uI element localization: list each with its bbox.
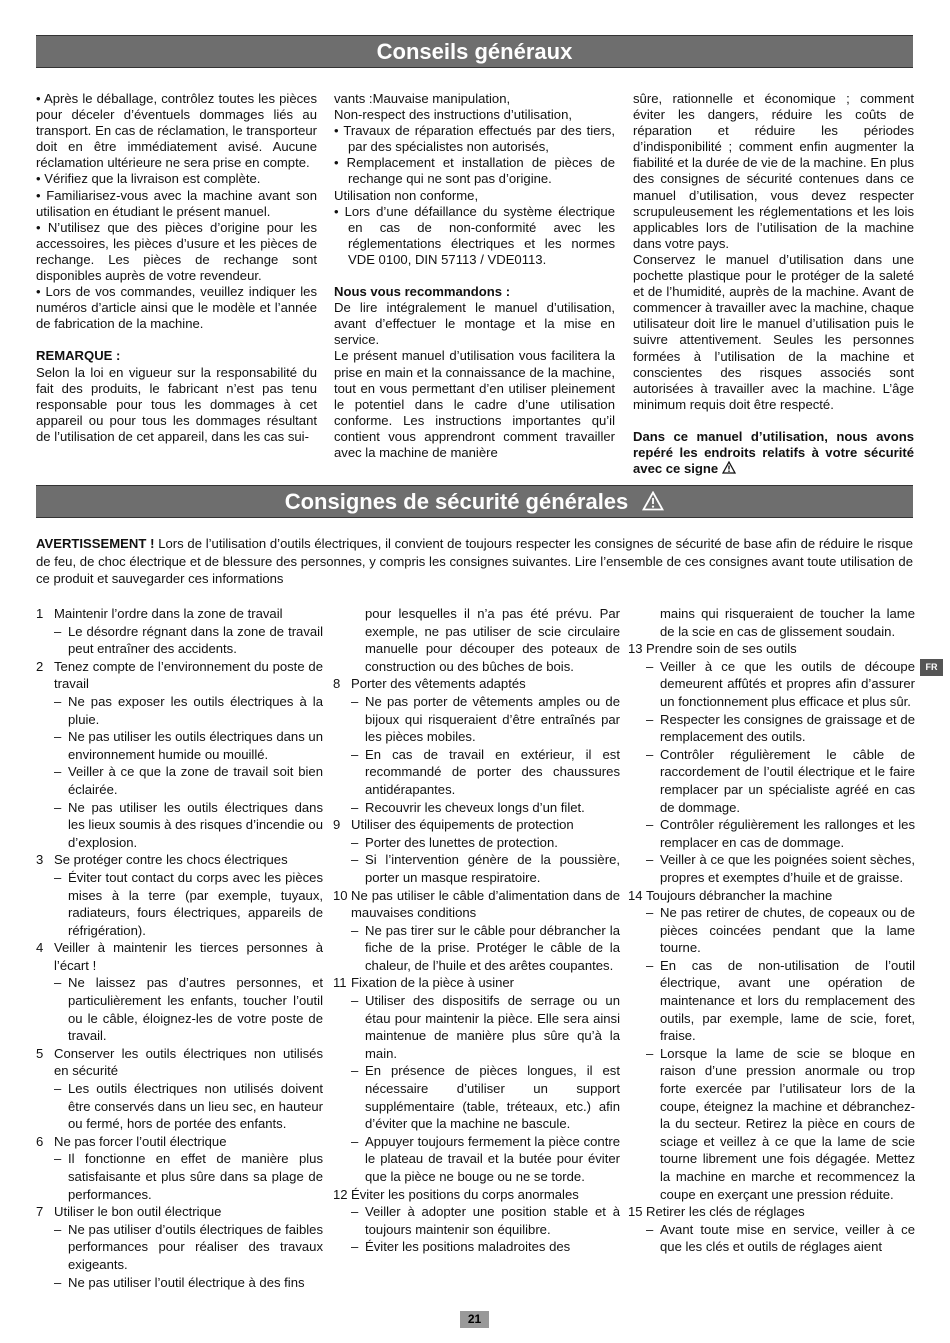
list-item [333, 1186, 620, 1204]
sub-item [36, 974, 323, 1044]
column-3 [633, 91, 914, 477]
dash-marker: – [646, 658, 654, 674]
sub-item-text: Éviter tout contact du corps avec les pièces mises à la terre (par exemple, tuyaux, radiateurs, fours électriques, appareils de réfrigération). [68, 869, 323, 938]
sub-item-text: Contrôler régulièrement les rallonges et les remplacer en cas de dommage. [660, 817, 915, 850]
dash-marker: – [351, 1204, 359, 1220]
item-title: Tenez compte de l’environnement du poste de travail [54, 658, 323, 692]
sub-item [36, 623, 323, 658]
list-item-continuation: pour lesquelles il n’a pas été prévu. Par exemple, ne pas utiliser de scie circulaire manuelle pour découper des poteaux de construction ou des bûches de bois. [365, 606, 620, 674]
list-item [628, 887, 915, 905]
sub-item [628, 711, 915, 746]
item-number: 5 [36, 1045, 44, 1061]
sub-item [36, 799, 323, 852]
item-title: Veiller à maintenir les tierces personnes à l’écart ! [54, 940, 323, 973]
sub-item-text: Respecter les consignes de graissage et de remplacement des outils. [660, 711, 915, 745]
sub-item [36, 1150, 323, 1203]
sub-item-text: Veiller à ce que les outils de découpe demeurent affûtés et propres afin d’assurer un fonctionnement plus efficace et plus sûr. [660, 658, 915, 709]
dash-marker: – [54, 869, 62, 885]
list-item [36, 1133, 323, 1151]
dash-marker: – [54, 1081, 62, 1097]
dash-marker: – [54, 1151, 62, 1167]
warning-triangle-icon [642, 491, 664, 511]
sub-item [628, 746, 915, 816]
dash-marker: – [646, 817, 654, 833]
item-number: 6 [36, 1133, 44, 1149]
item-number: 11 [333, 975, 347, 991]
list-item [333, 816, 620, 834]
dash-marker: – [646, 905, 654, 921]
dash-marker: – [351, 922, 359, 938]
sub-item-text: Le désordre régnant dans la zone de travail peut entraîner des accidents. [68, 623, 323, 657]
dash-marker: – [54, 623, 62, 639]
list-item [333, 887, 620, 922]
paragraph: De lire intégralement le manuel d’utilisation, avant d’effectuer le montage et la mise en service. [334, 300, 615, 348]
sub-item-text: Les outils électriques non utilisés doivent être conservés dans un lieu sec, en hauteur ou fermé, hors de portée des enfants. [68, 1081, 323, 1132]
dash-marker: – [54, 693, 62, 709]
dash-marker: – [646, 1221, 654, 1237]
paragraph: • Vérifiez que la livraison est complète. [36, 171, 261, 187]
sub-item [333, 992, 620, 1062]
warning-paragraph: AVERTISSEMENT ! Lors de l’utilisation d’outils électriques, il convient de toujours respecter les consignes de sécurité de base afin de réduire le risque de feu, de choc électrique et de blessure des personnes, y compris les consignes suivantes. Lire l’ensemble de ces consignes avant toute utilisation de ce produit et sauvegarder ces informations [36, 536, 913, 586]
dash-marker: – [54, 799, 62, 815]
sub-item [333, 922, 620, 975]
sub-item [628, 1221, 915, 1256]
warning-triangle-icon [722, 461, 736, 474]
list-item [628, 1203, 915, 1221]
item-number: 10 [333, 887, 348, 903]
item-title: Éviter les positions du corps anormales [351, 1186, 579, 1202]
item-title: Maintenir l’ordre dans la zone de travail [54, 606, 283, 621]
sub-item [333, 1062, 620, 1132]
list-item [36, 1203, 323, 1221]
list-item [36, 658, 323, 693]
sub-item [333, 834, 620, 852]
list-item [628, 640, 915, 658]
sub-item-text: Ne pas utiliser les outils électriques dans les lieux soumis à des risques d’incendie ou d’explosion. [68, 799, 323, 850]
sub-item-text: Veiller à adopter une position stable et à toujours maintenir son équilibre. [365, 1204, 620, 1237]
sub-item [628, 658, 915, 711]
paragraph: • Après le déballage, contrôlez toutes les pièces pour déceler d’éventuels dommages liés au transport. En cas de réclamation, le transporteur doit en être immédiatement avisé. Aucune réclamation ultérieure ne sera prise en compte. [36, 91, 317, 171]
sub-item [36, 869, 323, 939]
sub-item [333, 799, 620, 817]
sub-item-text: Ne pas utiliser les outils électriques dans un environnement humide ou mouillé. [68, 729, 323, 762]
dash-marker: – [54, 975, 62, 991]
sub-item [333, 1238, 620, 1256]
item-title: Utiliser le bon outil électrique [54, 1204, 222, 1220]
dash-marker: – [646, 852, 654, 868]
sub-item [628, 851, 915, 886]
sub-item [36, 728, 323, 763]
list-item [333, 675, 620, 693]
dash-marker: – [54, 764, 62, 780]
item-number: 2 [36, 658, 44, 674]
item-number: 4 [36, 940, 44, 956]
item-number: 3 [36, 852, 44, 868]
sub-item [36, 1080, 323, 1133]
item-number: 15 [628, 1204, 643, 1220]
dash-marker: – [54, 729, 62, 745]
sub-item-text: Ne pas utiliser l’outil électrique à des fins [68, 1274, 305, 1290]
dash-marker: – [351, 693, 359, 709]
dash-marker: – [646, 711, 654, 727]
sub-item-text: Ne pas tirer sur le câble pour débrancher la fiche de la prise. Protéger le câble de la chaleur, de l’huile et des arêtes coupantes. [365, 922, 620, 973]
dash-marker: – [351, 993, 359, 1009]
sub-item-text: Ne pas exposer les outils électriques à la pluie. [68, 693, 323, 727]
sub-item-text: Recouvrir les cheveux longs d’un filet. [365, 799, 585, 815]
list-item-continuation: mains qui risqueraient de toucher la lame de la scie en cas de glissement soudain. [660, 606, 915, 639]
sub-item [628, 904, 915, 957]
sub-item-text: Veiller à ce que les poignées soient sèches, propres et exemptes d’huile et de graisse. [660, 852, 915, 885]
item-title: Porter des vêtements adaptés [351, 676, 526, 692]
sub-item-text: Veiller à ce que la zone de travail soit bien éclairée. [68, 764, 323, 797]
column-2 [334, 91, 615, 461]
item-number: 9 [333, 817, 341, 833]
item-title: Fixation de la pièce à usiner [351, 975, 515, 991]
list-column-2 [333, 605, 620, 1256]
item-title: Ne pas utiliser le câble d’alimentation dans de mauvaises conditions [351, 887, 620, 921]
dash-marker: – [646, 1045, 654, 1061]
safety-sign-note: Dans ce manuel d’utilisation, nous avons repéré les endroits relatifs à votre sécurité avec ce signe [633, 428, 914, 477]
sub-item-text: Ne pas retirer de chutes, de copeaux ou de pièces coincées pendant que la lame tourne. [660, 905, 915, 956]
section-title-conseils: Conseils généraux [36, 35, 913, 68]
sub-item [333, 1133, 620, 1186]
sub-item-text: Lorsque la lame de scie se bloque en raison d’une pression anormale ou trop forte exercée par l’utilisateur lors de la coupe, éteignez la machine et débranchez-la du secteur. Retirez la pièce en cours de sciage et veillez à ce que la lame de scie tourne librement une fois dégagée. Mettez la machine en marche et recommencez la coupe en exerçant une pression réduite. [660, 1045, 915, 1202]
paragraph: • Lors de vos commandes, veuillez indiquer les numéros d’article ainsi que le modèle et l’année de fabrication de la machine. [36, 284, 317, 332]
sub-item-text: Utiliser des dispositifs de serrage ou un étau pour maintenir la pièce. Elle sera ainsi maintenue de manière plus sûre qu’à la main. [365, 993, 620, 1061]
sub-item [36, 763, 323, 798]
item-number: 1 [36, 606, 44, 621]
column-1 [36, 91, 317, 445]
list-item [36, 939, 323, 974]
item-number: 14 [628, 887, 643, 903]
dash-marker: – [54, 1274, 62, 1290]
list-item [36, 605, 323, 623]
sub-item-text: Ne laissez pas d’autres personnes, et particulièrement les enfants, toucher l’outil ou le câble, éloignez-les de votre poste de travail. [68, 975, 323, 1044]
sub-item [36, 1274, 323, 1292]
paragraph: Non-respect des instructions d’utilisation, [334, 107, 572, 123]
sub-item-text: Il fonctionne en effet de manière plus satisfaisante et plus sûre dans sa plage de performances. [68, 1151, 323, 1202]
list-column-3 [628, 605, 915, 1256]
sub-item-text: En cas de non-utilisation de l’outil électrique, avant une opération de maintenance et lors du remplacement des outils, par exemple, lame de scie, foret, fraise. [660, 957, 915, 1044]
item-number: 7 [36, 1204, 44, 1220]
sub-item-text: Ne pas porter de vêtements amples ou de bijoux qui risqueraient d’être entraînés par les pièces mobiles. [365, 693, 620, 745]
list-item [36, 1045, 323, 1080]
sub-item-text: Avant toute mise en service, veiller à ce que les clés et outils de réglages aient [660, 1221, 915, 1255]
item-title: Ne pas forcer l’outil électrique [54, 1133, 227, 1149]
list-column-1 [36, 605, 323, 1291]
paragraph: Conservez le manuel d’utilisation dans une pochette plastique pour le protéger de la saleté et de l’humidité, auprès de la machine. Avant de commencer à travailler avec la machine, chaque utilisateur doit lire le manuel d’utilisation puis le suivre attentivement. Seules les personnes formées à l’utilisation de la machine et conscientes des risques associés sont autorisées à travailler avec la machine. L’âge minimum requis doit être respecté. [633, 251, 914, 412]
bullet-item: • Travaux de réparation effectués par des tiers, par des spécialistes non autorisés, [334, 123, 615, 155]
dash-marker: – [351, 834, 359, 850]
bullet-item: • Lors d’une défaillance du système électrique en cas de non-conformité avec les réglementations électriques et les normes VDE 0100, DIN 57113 / VDE0113. [334, 203, 615, 267]
sub-item [333, 693, 620, 746]
sub-item [628, 957, 915, 1045]
sub-item [628, 1045, 915, 1203]
sub-item [333, 851, 620, 886]
item-title: Prendre soin de ses outils [646, 641, 797, 657]
dash-marker: – [351, 1239, 359, 1255]
dash-marker: – [351, 1063, 359, 1079]
dash-marker: – [646, 746, 654, 762]
paragraph: vants :Mauvaise manipulation, [334, 91, 511, 106]
sub-item-text: En cas de travail en extérieur, il est recommandé de porter des chaussures antidérapantes. [365, 746, 620, 797]
item-title: Se protéger contre les chocs électriques [54, 852, 288, 868]
sub-item [333, 1203, 620, 1238]
item-number: 8 [333, 676, 341, 692]
item-title: Toujours débrancher la machine [646, 887, 833, 903]
section-title-consignes: Consignes de sécurité générales [36, 485, 913, 518]
list-item [36, 851, 323, 869]
dash-marker: – [646, 957, 654, 973]
dash-marker: – [351, 746, 359, 762]
page-number: 21 [460, 1311, 489, 1328]
paragraph: • N’utilisez que des pièces d’origine pour les accessoires, les pièces d’usure et les pièces de rechange. Les pièces de rechange sont disponibles auprès de votre revendeur. [36, 219, 317, 284]
sub-item-text: Contrôler régulièrement le câble de raccordement de l’outil électrique et le faire remplacer par un spécialiste agréé en cas de dommage. [660, 746, 915, 815]
sub-item-text: Appuyer toujours fermement la pièce contre le plateau de travail et la butée pour éviter que la pièce ne bouge ou ne se torde. [365, 1133, 620, 1184]
sub-item [36, 1221, 323, 1274]
remark-heading: REMARQUE : [36, 348, 121, 364]
language-tab: FR [920, 659, 943, 676]
bullet-item: • Remplacement et installation de pièces de rechange qui ne sont pas d’origine. [334, 155, 615, 187]
item-title: Utiliser des équipements de protection [351, 817, 574, 833]
dash-marker: – [351, 1133, 359, 1149]
item-title: Retirer les clés de réglages [646, 1204, 805, 1220]
item-number: 13 [628, 641, 643, 657]
item-number: 12 [333, 1186, 348, 1202]
paragraph: sûre, rationnelle et économique ; comment éviter les dangers, réduire les coûts de réparation et réduire les périodes d’indisponibilité ; comment enfin augmenter la fiabilité et la durée de vie de la machine. En plus des consignes de sécurité contenues dans ce manuel d’utilisation, vous devez respecter scrupuleusement les réglementations et les lois applicables lors de l’utilisation de la machine dans votre pays. [633, 91, 914, 251]
remark-text: Selon la loi en vigueur sur la responsabilité du fait des produits, le fabricant n’est pas tenu responsable pour tous les dommages à cet appareil ou pour tous les dommages résultant de l’utilisation de cet appareil, dans les cas sui- [36, 364, 317, 444]
dash-marker: – [54, 1221, 62, 1237]
sub-item [36, 693, 323, 728]
sub-item-text: Ne pas utiliser d’outils électriques de faibles performances pour réaliser des travaux exigeants. [68, 1221, 323, 1272]
list-item [333, 974, 620, 992]
sub-item [628, 816, 915, 851]
sub-item-text: En présence de pièces longues, il est nécessaire d’utiliser un support supplémentaire (table, tréteaux, etc.) afin d’éviter que la machine ne bascule. [365, 1063, 620, 1132]
paragraph: Le présent manuel d’utilisation vous facilitera la prise en main et la connaissance de la machine, tout en vous permettant d’en utiliser pleinement le potentiel dans le cadre d’une utilisation conforme. Les instructions importantes qu’il contient vous apprendront comment travailler avec la machine de manière [334, 348, 615, 460]
item-title: Conserver les outils électriques non utilisés en sécurité [54, 1045, 323, 1079]
sub-item-text: Porter des lunettes de protection. [365, 834, 558, 850]
recommend-heading: Nous vous recommandons : [334, 284, 511, 300]
paragraph: • Familiarisez-vous avec la machine avant son utilisation en étudiant le présent manuel. [36, 187, 317, 219]
paragraph: Utilisation non conforme, [334, 187, 479, 203]
sub-item-text: Éviter les positions maladroites des [365, 1239, 571, 1255]
dash-marker: – [351, 852, 359, 868]
sub-item [333, 746, 620, 799]
sub-item-text: Si l’intervention génère de la poussière, porter un masque respiratoire. [365, 852, 620, 885]
dash-marker: – [351, 799, 359, 815]
